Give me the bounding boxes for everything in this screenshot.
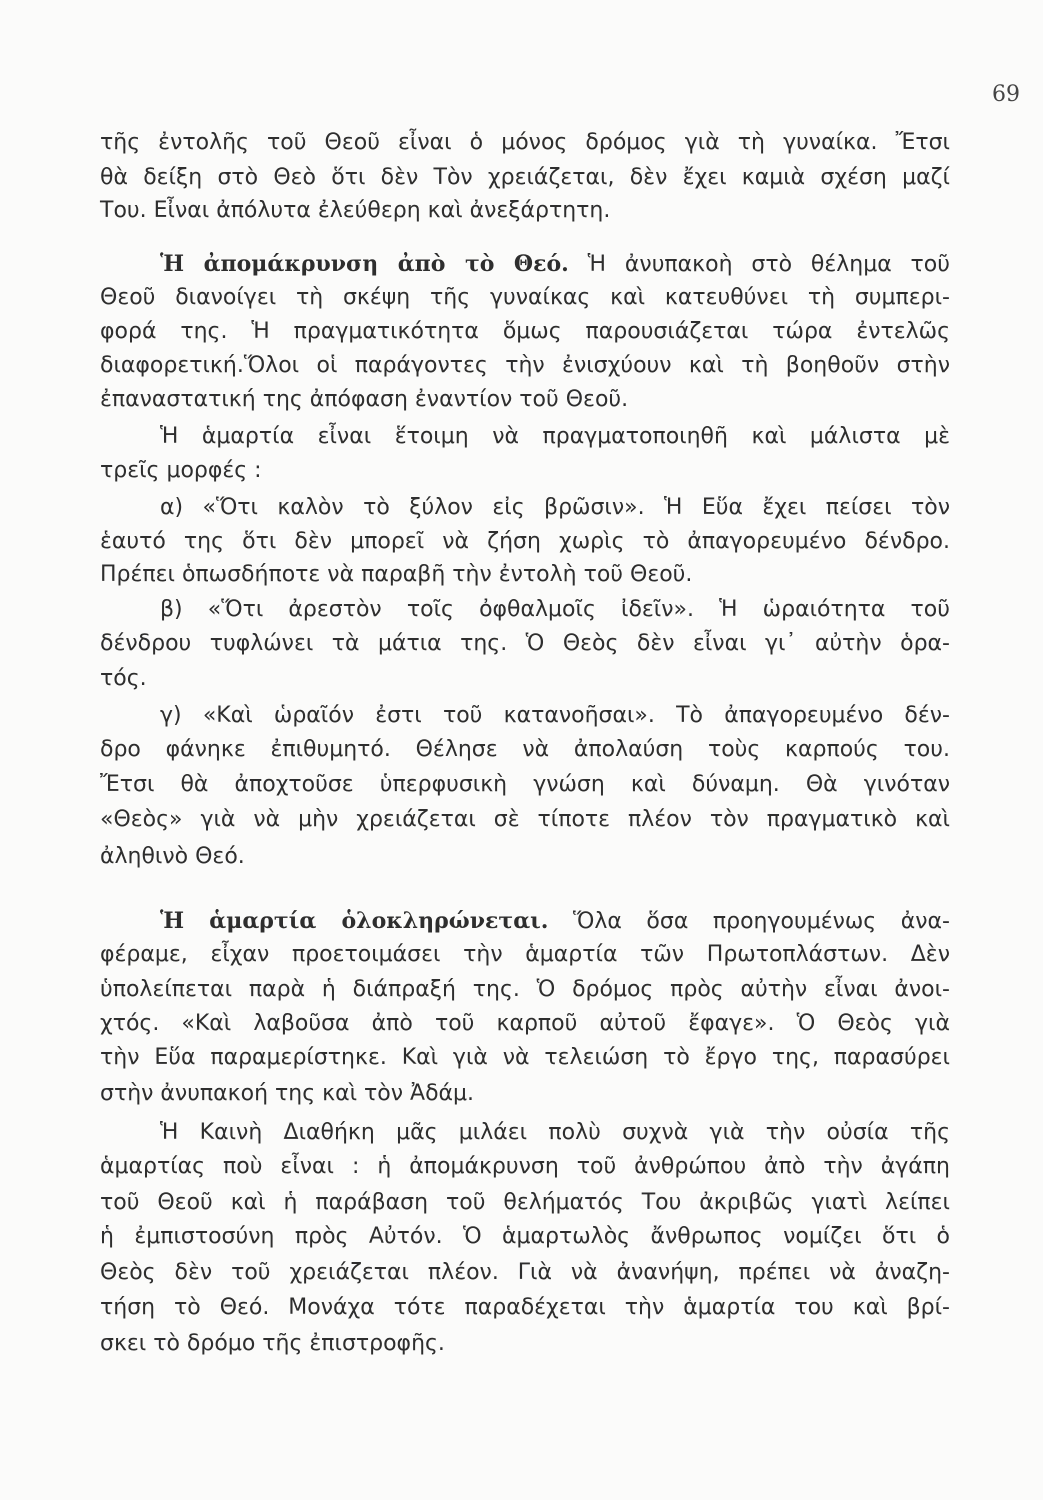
text-line: Ἔτσι θὰ ἀποχτοῦσε ὑπερφυσικὴ γνώση καὶ δύναμη. Θὰ γινόταν: [100, 772, 950, 797]
text-line: Θεοῦ διανοίγει τὴ σκέψη τῆς γυναίκας καὶ κατευθύνει τὴ συμπερι-: [100, 285, 950, 310]
text-line: ἁμαρτίας ποὺ εἶναι : ἡ ἀπομάκρυνση τοῦ ἀνθρώπου ἀπὸ τὴν ἀγάπη: [100, 1154, 950, 1179]
text-line: τρεῖς μορφές :: [100, 458, 262, 483]
text-line: θὰ δείξη στὸ Θεὸ ὅτι δὲν Τὸν χρειάζεται, δὲν ἔχει καμιὰ σχέση μαζί: [100, 165, 950, 190]
text-line: β) «Ὅτι ἀρεστὸν τοῖς ὀφθαλμοῖς ἰδεῖν». Ἡ ὡραιότητα τοῦ: [160, 597, 950, 622]
text-line: τὴν Εὕα παραμερίστηκε. Καὶ γιὰ νὰ τελειώση τὸ ἔργο της, παρασύρει: [100, 1045, 950, 1070]
text-line: Ἡ ἀνυπακοὴ στὸ θέλημα τοῦ: [568, 252, 950, 277]
text-line: τῆς ἐντολῆς τοῦ Θεοῦ εἶναι ὁ μόνος δρόμος γιὰ τὴ γυναίκα. Ἔτσι: [100, 130, 950, 155]
text-line: ὑπολείπεται παρὰ ἡ διάπραξή της. Ὁ δρόμος πρὸς αὐτὴν εἶναι ἀνοι-: [100, 977, 950, 1002]
text-line: Πρέπει ὁπωσδήποτε νὰ παραβῆ τὴν ἐντολὴ τοῦ Θεοῦ.: [100, 562, 693, 587]
text-line: φέραμε, εἶχαν προετοιμάσει τὴν ἁμαρτία τῶν Πρωτοπλάστων. Δὲν: [100, 942, 950, 967]
text-line: Ἡ ἁμαρτία εἶναι ἕτοιμη νὰ πραγματοποιηθῆ καὶ μάλιστα μὲ: [160, 424, 950, 449]
text-line: ἐπαναστατική της ἀπόφαση ἐναντίον τοῦ Θεοῦ.: [100, 387, 629, 412]
text-line: τοῦ Θεοῦ καὶ ἡ παράβαση τοῦ θελήματός Του ἀκριβῶς γιατὶ λείπει: [100, 1190, 950, 1215]
section-heading-line: [100, 246, 950, 283]
text-line: «Θεὸς» γιὰ νὰ μὴν χρειάζεται σὲ τίποτε πλέον τὸν πραγματικὸ καὶ: [100, 807, 950, 832]
text-line: διαφορετική.Ὅλοι οἱ παράγοντες τὴν ἐνισχύουν καὶ τὴ βοηθοῦν στὴν: [100, 353, 950, 378]
text-line: α) «Ὅτι καλὸν τὸ ξύλον εἰς βρῶσιν». Ἡ Εὕα ἔχει πείσει τὸν: [160, 495, 950, 520]
text-line: σκει τὸ δρόμο τῆς ἐπιστροφῆς.: [100, 1331, 445, 1356]
text-line: ἑαυτό της ὅτι δὲν μπορεῖ νὰ ζήση χωρὶς τὸ ἀπαγορευμένο δένδρο.: [100, 529, 950, 554]
text-line: τήση τὸ Θεό. Μονάχα τότε παραδέχεται τὴν ἁμαρτία του καὶ βρί-: [100, 1295, 950, 1320]
text-line: Ὅλα ὅσα προηγουμένως ἀνα-: [548, 909, 950, 934]
text-line: χτός. «Καὶ λαβοῦσα ἀπὸ τοῦ καρποῦ αὐτοῦ ἔφαγε». Ὁ Θεὸς γιὰ: [100, 1011, 950, 1036]
section-heading: Ἡ ἁμαρτία ὁλοκληρώνεται.: [160, 908, 549, 934]
text-line: Θεὸς δὲν τοῦ χρειάζεται πλέον. Γιὰ νὰ ἀνανήψη, πρέπει νὰ ἀναζη-: [100, 1260, 950, 1285]
text-line: στὴν ἀνυπακοή της καὶ τὸν Ἀδάμ.: [100, 1081, 475, 1106]
text-line: τός.: [100, 666, 147, 691]
text-line: δένδρου τυφλώνει τὰ μάτια της. Ὁ Θεὸς δὲν εἶναι γι᾽ αὐτὴν ὁρα-: [100, 631, 950, 656]
text-line: Ἡ Καινὴ Διαθήκη μᾶς μιλάει πολὺ συχνὰ γιὰ τὴν οὐσία τῆς: [160, 1120, 950, 1145]
page-number: 69: [992, 82, 1020, 107]
text-line: ἀληθινὸ Θεό.: [100, 844, 245, 869]
text-line: δρο φάνηκε ἐπιθυμητό. Θέλησε νὰ ἀπολαύση τοὺς καρπούς του.: [100, 737, 950, 762]
text-line: φορά της. Ἡ πραγματικότητα ὅμως παρουσιάζεται τώρα ἐντελῶς: [100, 319, 950, 344]
section-heading: Ἡ ἀπομάκρυνση ἀπὸ τὸ Θεό.: [160, 251, 569, 277]
text-line: Του. Εἶναι ἀπόλυτα ἐλεύθερη καὶ ἀνεξάρτητη.: [100, 198, 611, 223]
section-heading-line: [100, 903, 950, 940]
text-line: γ) «Καὶ ὡραῖόν ἐστι τοῦ κατανοῆσαι». Τὸ ἀπαγορευμένο δέν-: [160, 703, 950, 728]
text-line: ἡ ἐμπιστοσύνη πρὸς Αὐτόν. Ὁ ἁμαρτωλὸς ἄνθρωπος νομίζει ὅτι ὁ: [100, 1224, 950, 1249]
